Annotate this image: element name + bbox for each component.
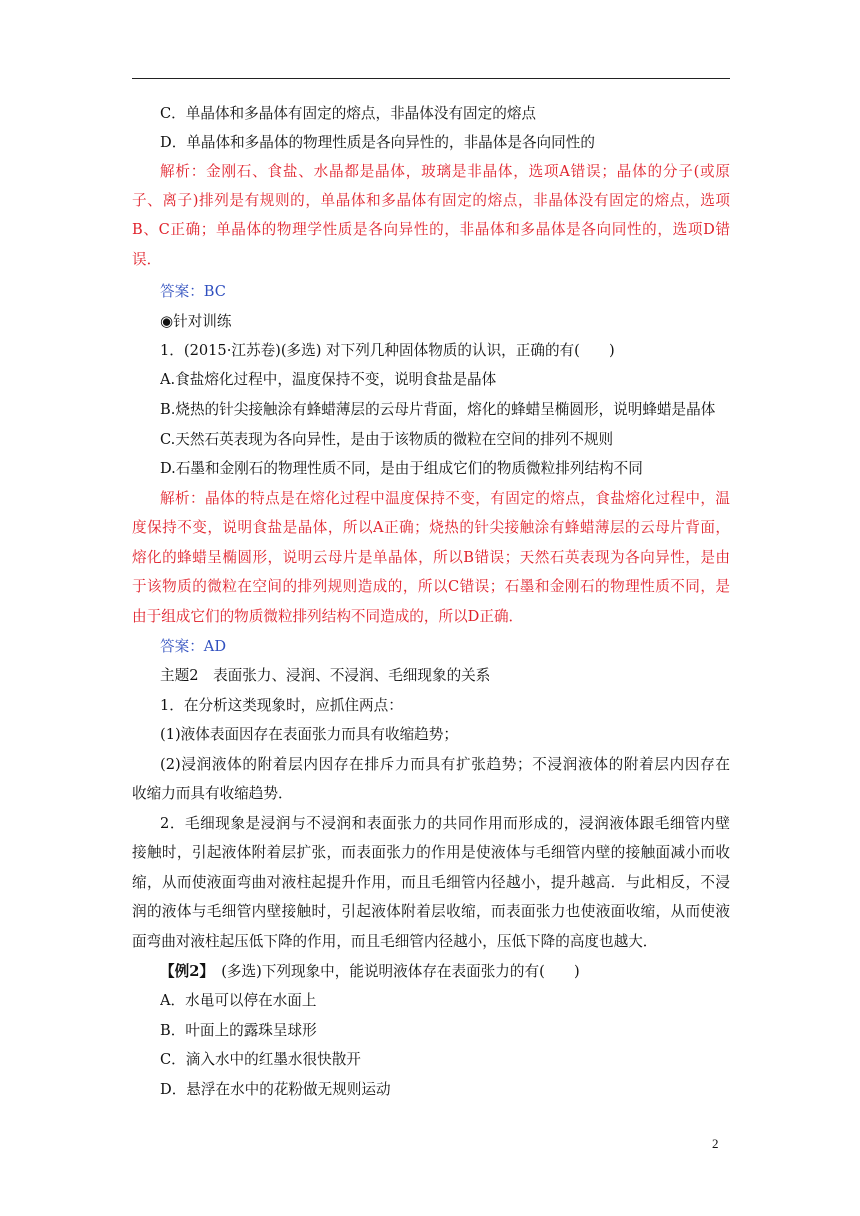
q1-analysis-1: 解析：晶体的特点是在熔化过程中温度保持不变，有固定的熔点，食盐熔化过程中，温: [160, 490, 730, 507]
topic-2-point-2-line-3: 缩，从而使液面弯曲对液柱起提升作用，而且毛细管内径越小，提升越高．与此相反，不浸: [132, 874, 730, 891]
topic-2-heading: 主题2 表面张力、浸润、不浸润、毛细现象的关系: [160, 667, 491, 684]
q1-analysis-3: 熔化的蜂蜡呈椭圆形，说明云母片是单晶体，所以B错误；天然石英表现为各向异性，是由: [132, 549, 730, 566]
topic-2-point-1-b: (2)浸润液体的附着层内因存在排斥力而具有扩张趋势；不浸润液体的附着层内因存在: [160, 756, 730, 773]
answer-1: 答案：BC: [160, 283, 226, 300]
q1-option-a: A.食盐熔化过程中，温度保持不变，说明食盐是晶体: [160, 371, 497, 388]
question-1: 1．(2015·江苏卷)(多选) 对下列几种固体物质的认识，正确的有( ): [160, 342, 615, 359]
option-c: C．单晶体和多晶体有固定的熔点，非晶体没有固定的熔点: [160, 105, 537, 122]
q1-analysis-4: 于该物质的微粒在空间的排列规则造成的，所以C错误；石墨和金刚石的物理性质不同，是: [132, 578, 730, 595]
training-heading: [160, 311, 730, 332]
example-2-option-c: C．滴入水中的红墨水很快散开: [160, 1051, 361, 1068]
example-2-option-d: D．悬浮在水中的花粉做无规则运动: [160, 1081, 391, 1098]
q1-analysis-2: 度保持不变，说明食盐是晶体，所以A正确；烧热的针尖接触涂有蜂蜡薄层的云母片背面，: [132, 519, 730, 536]
topic-2-point-2-line-4: 润的液体与毛细管内壁接触时，引起液体附着层收缩，而表面张力也使液面收缩，从而使液: [132, 903, 730, 920]
analysis-line-3: B、C正确；单晶体的物理学性质是各向异性的，非晶体和多晶体是各向同性的，选项D错: [132, 221, 730, 238]
topic-2-point-1: 1．在分析这类现象时，应抓住两点：: [160, 697, 403, 714]
analysis-line-2: 子、离子)排列是有规则的，单晶体和多晶体有固定的熔点，非晶体没有固定的熔点，选项: [132, 192, 730, 209]
analysis-line-4: 误．: [132, 251, 162, 268]
example-2: [160, 962, 730, 982]
topic-2-point-2-line-1: 2．毛细现象是浸润与不浸润和表面张力的共同作用而形成的，浸润液体跟毛细管内壁: [160, 815, 730, 832]
header-rule: [132, 78, 730, 79]
topic-2-point-1-a: (1)液体表面因存在表面张力而具有收缩趋势；: [160, 726, 458, 743]
analysis-line-1: 解析：金刚石、食盐、水晶都是晶体，玻璃是非晶体，选项A错误；晶体的分子(或原: [160, 163, 730, 180]
example-2-option-a: A．水黾可以停在水面上: [160, 992, 317, 1009]
q1-option-d: D.石墨和金刚石的物理性质不同，是由于组成它们的物质微粒排列结构不同: [160, 460, 643, 477]
topic-2-point-2-line-2: 接触时，引起液体附着层扩张，而表面张力的作用是使液体与毛细管内壁的接触面减小而收: [132, 844, 730, 861]
example-2-option-b: B．叶面上的露珠呈球形: [160, 1022, 317, 1039]
page-number: 2: [712, 1136, 719, 1151]
training-heading-text: 针对训练: [173, 313, 232, 330]
circle-bullet-icon: ◉: [160, 312, 174, 330]
q1-option-c: C.天然石英表现为各向异性，是由于该物质的微粒在空间的排列不规则: [160, 431, 614, 448]
answer-2: 答案：AD: [160, 638, 227, 655]
topic-2-point-2-line-5: 面弯曲对液柱起压低下降的作用，而且毛细管内径越小，压低下降的高度也越大．: [132, 933, 658, 950]
q1-option-b: B.烧热的针尖接触涂有蜂蜡薄层的云母片背面，熔化的蜂蜡呈椭圆形，说明蜂蜡是晶体: [160, 401, 716, 418]
topic-2-point-1-b-cont: 收缩力而具有收缩趋势．: [132, 785, 293, 802]
option-d: D．单晶体和多晶体的物理性质是各向异性的，非晶体是各向同性的: [160, 134, 595, 151]
q1-analysis-5: 由于组成它们的物质微粒排列结构不同造成的，所以D正确．: [132, 608, 524, 625]
example-tag: 【例2】: [160, 963, 207, 980]
example-2-text: (多选)下列现象中，能说明液体存在表面张力的有( ): [206, 963, 580, 980]
